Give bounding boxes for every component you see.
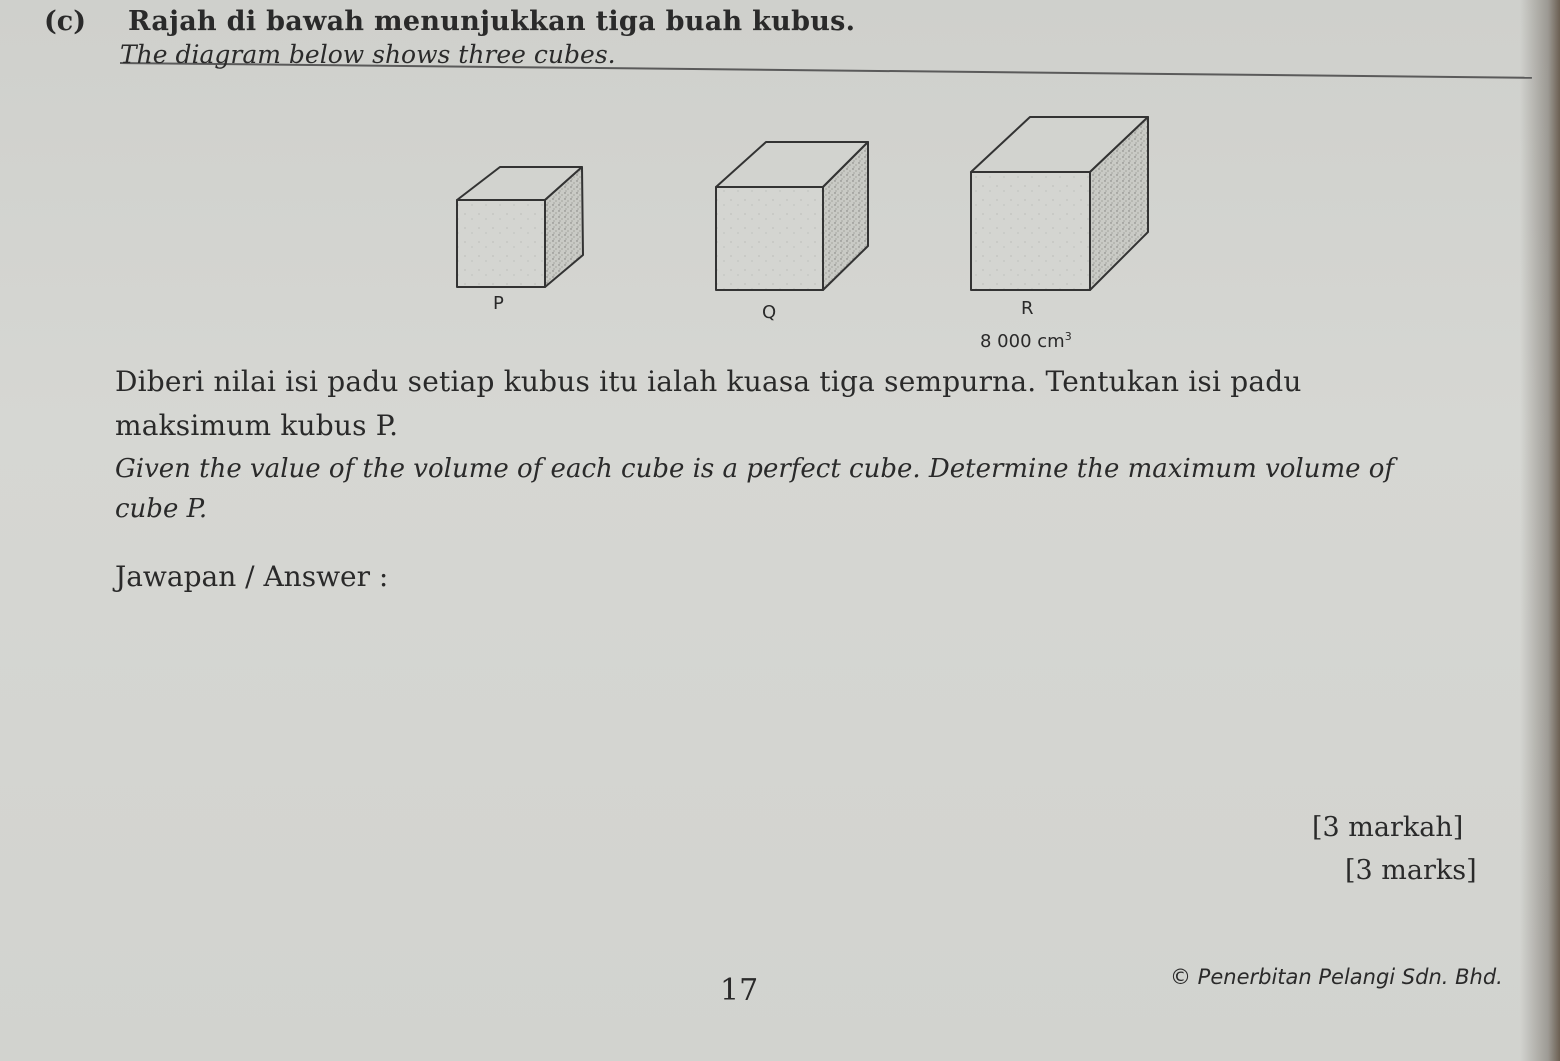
cube-q-label: Q (762, 302, 777, 323)
cube-q (716, 142, 868, 290)
cube-p-label: P (493, 293, 504, 314)
page-number: 17 (720, 973, 759, 1008)
answer-label: Jawapan / Answer : (115, 560, 389, 593)
question-text-malay-line1: Diberi nilai isi padu setiap kubus itu ialah kuasa tiga sempurna. Tentukan isi padu (115, 365, 1302, 398)
question-text-malay-line2: maksimum kubus P. (115, 409, 399, 442)
question-text-english-line2: cube P. (115, 494, 208, 524)
cube-r-volume-value: 8 000 cm (980, 331, 1065, 352)
cube-r (971, 117, 1148, 290)
cubes-diagram (0, 0, 1560, 360)
cube-r-volume (980, 330, 1072, 352)
cube-r-volume-exponent: 3 (1064, 330, 1072, 343)
cube-r-label: R (1021, 298, 1034, 319)
cube-p (457, 167, 583, 287)
question-intro-malay: Rajah di bawah menunjukkan tiga buah kubus. (128, 6, 856, 37)
marks-malay: [3 markah] (1312, 812, 1464, 843)
question-number: (c) (44, 6, 86, 37)
copyright-notice: © Penerbitan Pelangi Sdn. Bhd. (1170, 965, 1503, 989)
marks-english: [3 marks] (1345, 855, 1477, 886)
question-text-english-line1: Given the value of the volume of each cube is a perfect cube. Determine the maximum volume of (115, 454, 1395, 484)
question-intro-english: The diagram below shows three cubes. (120, 40, 616, 69)
